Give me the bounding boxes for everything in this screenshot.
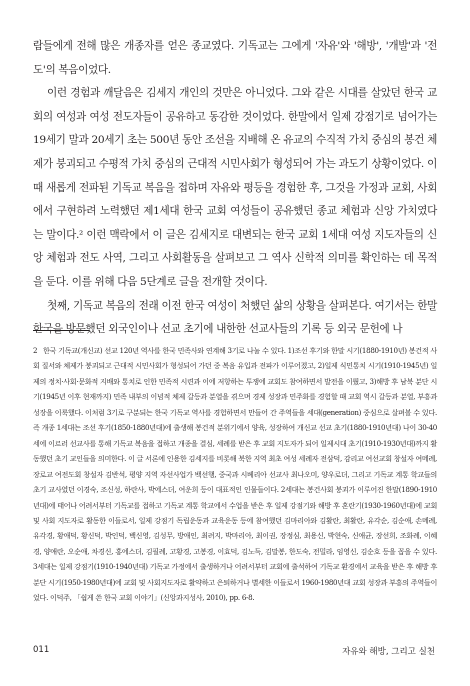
- footnote-number: 2: [33, 346, 38, 355]
- paragraph-1: 람들에게 전해 많은 개종자를 얻은 종교였다. 기독교는 그에게 '자유'와 '해방', '개발'과 '전도'의 복음이었다.: [33, 40, 437, 76]
- page-number: 011: [33, 645, 50, 655]
- main-text: [33, 35, 441, 342]
- footnote-divider: [33, 330, 89, 331]
- paragraph-2: 이런 경험과 깨달음은 김세지 개인의 것만은 아니었다. 그와 같은 시대를 살았던 한국 교회의 여성과 여성 전도자들이 공유하고 동감한 것이었다. 한말에서 일제 강점기로 넘어가는 19세기 말과 20세기 초는 500년 동안 조선을 지배해 온 유교의 수직적 가치 중심의 봉건 체제가 붕괴되고 수평적 가치 중심의 근대적 시민사회가 형성되어 가는 과도기 상황이었다. 이때 새롭게 전파된 기독교 복음을 접하며 자유와 평등을 경험한 후, 그것을 가정과 교회, 사회에서 구현하려 노력했던 제1세대 한국 교회 여성들이 공유했던 종교 체험과 신앙 가치였다는 말이다.² 이런 맥락에서 이 글은 김세지로 대변되는 한국 교회 1세대 여성 지도자들의 신앙 체험과 전도 사역, 그리고 사회활동을 살펴보고 그 역사 신학적 의미를 확인하는 데 목적을 둔다. 이를 위해 다음 5단계로 글을 전개할 것이다.: [33, 87, 441, 288]
- footnote-text: 한국 기독교(개신교) 선교 120년 역사를 한국 민족사와 연계해 3기로 나눌 수 있다. 1)조선 후기와 한말 시기(1880-1910년) 봉건적 사회 질서와 체제가 붕괴되고 근대적 시민사회가 형성되어 가던 중 복음 유입과 전파가 이루어졌고, 2)일제 식민통치 시기(1910-1945년) 일제의 정치·사회·문화적 지배와 통치로 인한 민족적 시련과 이에 저항하는 투쟁에 교회도 참여하면서 발전을 이뤘고, 3)해방 후 남북 분단 시기(1945년 이후 현재까지) 민족 내부의 이념적 체제 갈등과 분열을 겪으며 경제 성장과 민주화를 경험할 때 교회 역시 갈등과 분열, 부흥과 성장을 이룩했다. 이처럼 3기로 구분되는 한국 기독교 역사를 경험하면서 만들어 간 주역들을 세대(generation) 중심으로 살펴볼 수 있다. 즉 개종 1세대는 조선 후기(1850-1880년대)에 출생해 봉건적 분위기에서 양육, 성장하여 개신교 선교 초기(1880-1910년대) 나이 30-40세에 이르러 선교사를 통해 기독교 복음을 접하고 개종을 결심, 세례를 받은 후 교회 지도자가 되어 일제시대 초기(1910-1930년대)까지 활동했던 초기 교인들을 의미한다. 이 글 서론에 인용한 김세지를 비롯해 북한 지역 최초 여성 세례자 전삼덕, 감리교 여선교회 창설자 여메례, 장로교 여전도회 창설자 김반석, 평양 지역 자선사업가 백선행, 중국과 시베리아 선교사 최나오미, 양우로더, 그리고 기독교 계통 학교들의 초기 교사였던 이경숙, 조신성, 하란사, 박에스더, 여운희 등이 대표적인 인물들이다. 2세대는 봉건사회 붕괴가 이루어진 한말(1890-1910년대)에 태어나 어려서부터 기독교를 접하고 기독교 계통 학교에서 수업을 받은 후 일제 강점기와 해방 후 혼란기(1930-1960년대)에 교회 및 사회 지도자로 활동한 이들로서, 일제 강점기 독립운동과 교육운동 등에 참여했던 김마리아와 김활란, 최활란, 유각순, 김순애, 손메례, 유각경, 황애덕, 황신덕, 박인덕, 백신영, 김성무, 방애인, 최려지, 박마리아, 최이권, 장정심, 최용신, 박현숙, 신애균, 장선희, 조화례, 이혜경, 양애란, 오순애, 차경신, 홍에스더, 김필례, 고황경, 고봉경, 이효덕, 김노득, 김말봉, 한도숙, 전밀라, 임영신, 김순호 등을 꼽을 수 있다. 3세대는 일제 강점기(1910-1940년대) 기독교 가정에서 출생하거나 어려서부터 교회에 출석하여 기독교 환경에서 교육을 받은 후 해방 후 분단 시기(1950-1980년대)에 교회 및 사회지도자로 활약하고 은퇴하거나 별세한 이들로서 1960-1980년대 교회 성장과 부흥의 주역들이었다. 이덕주, 「쉽게 쓴 한국 교회 이야기」(신앙과지성사, 2010), pp. 6-8.: [33, 346, 439, 603]
- running-title: 자유와 해방, 그리고 실천: [342, 647, 435, 657]
- paragraph-3: 첫째, 기독교 복음의 전래 이전 한국 여성이 처했던 삶의 상황을 살펴본다. 여기서는 한말 한국을 방문했던 외국인이나 선교 초기에 내한한 선교사들의 기록 등 외국 문헌에 나: [33, 299, 441, 336]
- footnote-2: [33, 343, 437, 606]
